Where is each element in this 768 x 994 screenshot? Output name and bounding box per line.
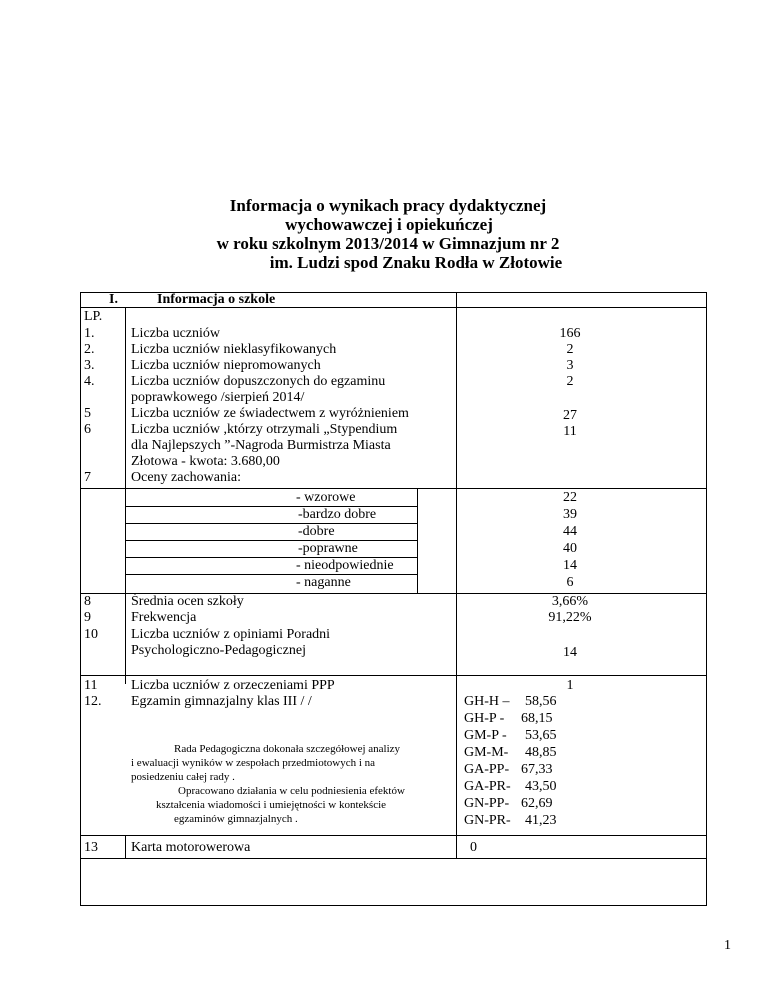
exam-score: 53,65 <box>525 728 557 743</box>
row-line-13 <box>80 835 707 836</box>
col-divider-value <box>456 292 457 858</box>
row-value: 3,66% <box>551 594 589 609</box>
row-value: 2 <box>566 342 574 357</box>
exam-code: GA-PR- <box>464 779 511 794</box>
section-heading: Informacja o szkole <box>157 292 276 307</box>
row-number: 13 <box>84 840 98 855</box>
row-label: Złotowa - kwota: 3.680,00 <box>131 454 280 469</box>
row-value: 11 <box>563 424 577 439</box>
behavior-value: 40 <box>563 541 577 556</box>
row-value: 166 <box>559 326 581 341</box>
row-number: 7 <box>84 470 91 485</box>
table-border-right <box>706 292 707 906</box>
row-label: Liczba uczniów z orzeczeniami PPP <box>131 678 335 693</box>
table-border-left <box>80 292 81 906</box>
exam-note-line: Opracowano działania w celu podniesienia efektów <box>178 785 405 797</box>
exam-score: 43,50 <box>525 779 557 794</box>
exam-score: 62,69 <box>521 796 553 811</box>
behavior-value: 14 <box>563 558 577 573</box>
behavior-value: 39 <box>563 507 577 522</box>
row-label: Liczba uczniów nieklasyfikowanych <box>131 342 337 357</box>
exam-code: GN-PP- <box>464 796 510 811</box>
behavior-label: - wzorowe <box>296 490 356 505</box>
row-number: 12. <box>84 694 102 709</box>
row-label: Psychologiczno-Pedagogicznej <box>131 643 306 658</box>
row-value: 2 <box>566 374 574 389</box>
title-line-2: wychowawczej i opiekuńczej <box>285 215 493 234</box>
exam-note-line: egzaminów gimnazjalnych . <box>174 813 298 825</box>
row-number: 11 <box>84 678 98 693</box>
row-label: Liczba uczniów ,którzy otrzymali „Stypendium <box>131 422 398 437</box>
row-value: 0 <box>470 840 477 855</box>
table-border-bottom <box>80 905 707 906</box>
row-value: 91,22% <box>548 610 592 625</box>
row-line-bottom <box>80 858 707 859</box>
row-label: Liczba uczniów niepromowanych <box>131 358 321 373</box>
behavior-value: 22 <box>563 490 577 505</box>
row-label: Średnia ocen szkoły <box>131 594 244 609</box>
row-value: 1 <box>566 678 574 693</box>
row-label: Liczba uczniów ze świadectwem z wyróżnieniem <box>131 406 409 421</box>
behavior-label: - naganne <box>296 575 351 590</box>
row-label: dla Najlepszych ”-Nagroda Burmistrza Miasta <box>131 438 391 453</box>
exam-score: 67,33 <box>521 762 553 777</box>
row-number: 6 <box>84 422 91 437</box>
title-line-1: Informacja o wynikach pracy dydaktycznej <box>229 196 547 215</box>
page-number: 1 <box>724 938 731 953</box>
behavior-value: 44 <box>563 524 577 539</box>
row-label: Oceny zachowania: <box>131 470 241 485</box>
row-line-11 <box>80 675 707 676</box>
behavior-label: -bardzo dobre <box>298 507 377 522</box>
exam-note-line: posiedzeniu całej rady . <box>131 771 235 783</box>
exam-score: 48,85 <box>525 745 557 760</box>
behavior-line <box>125 574 417 575</box>
exam-code: GH-P - <box>464 711 505 726</box>
row-label: Liczba uczniów dopuszczonych do egzaminu <box>131 374 386 389</box>
exam-note-line: kształcenia wiadomości i umiejętności w kontekście <box>156 799 387 811</box>
title-line-3: w roku szkolnym 2013/2014 w Gimnazjum nr 2 <box>216 234 560 253</box>
behavior-line <box>125 540 417 541</box>
exam-score: 68,15 <box>521 711 553 726</box>
col-divider-lp-13 <box>125 835 126 858</box>
row-line-7 <box>80 488 707 489</box>
exam-code: GN-PR- <box>464 813 511 828</box>
row-label: poprawkowego /sierpień 2014/ <box>131 390 305 405</box>
exam-note-line: Rada Pedagogiczna dokonała szczegółowej analizy <box>174 743 401 755</box>
row-label: Egzamin gimnazjalny klas III / / <box>131 694 312 709</box>
row-number: 10 <box>84 627 98 642</box>
row-number: 9 <box>84 610 91 625</box>
row-label: Frekwencja <box>131 610 197 625</box>
row-number: 1. <box>84 326 95 341</box>
exam-code: GM-P - <box>464 728 507 743</box>
row-number: 4. <box>84 374 95 389</box>
exam-score: 41,23 <box>525 813 557 828</box>
behavior-label: -dobre <box>298 524 335 539</box>
row-label: Liczba uczniów <box>131 326 221 341</box>
row-label: Karta motorowerowa <box>131 840 251 855</box>
exam-note-line: i ewaluacji wyników w zespołach przedmiotowych i na <box>131 757 376 769</box>
behavior-line <box>125 523 417 524</box>
row-value: 14 <box>563 645 577 660</box>
exam-code: GA-PP- <box>464 762 510 777</box>
exam-code: GM-M- <box>464 745 509 760</box>
section-number: I. <box>109 292 118 307</box>
lp-header: LP. <box>84 309 103 324</box>
exam-score: 58,56 <box>525 694 557 709</box>
row-number: 2. <box>84 342 95 357</box>
behavior-line-right <box>417 488 418 594</box>
behavior-value: 6 <box>566 575 574 590</box>
row-label: Liczba uczniów z opiniami Poradni <box>131 627 331 642</box>
behavior-label: -poprawne <box>298 541 358 556</box>
behavior-label: - nieodpowiednie <box>296 558 394 573</box>
row-value: 27 <box>563 408 577 423</box>
row-number: 8 <box>84 594 91 609</box>
row-number: 5 <box>84 406 91 421</box>
row-number: 3. <box>84 358 95 373</box>
row-value: 3 <box>566 358 574 373</box>
exam-code: GH-H – <box>464 694 510 709</box>
title-line-4: im. Ludzi spod Znaku Rodła w Złotowie <box>269 253 563 272</box>
col-divider-lp <box>125 307 126 684</box>
